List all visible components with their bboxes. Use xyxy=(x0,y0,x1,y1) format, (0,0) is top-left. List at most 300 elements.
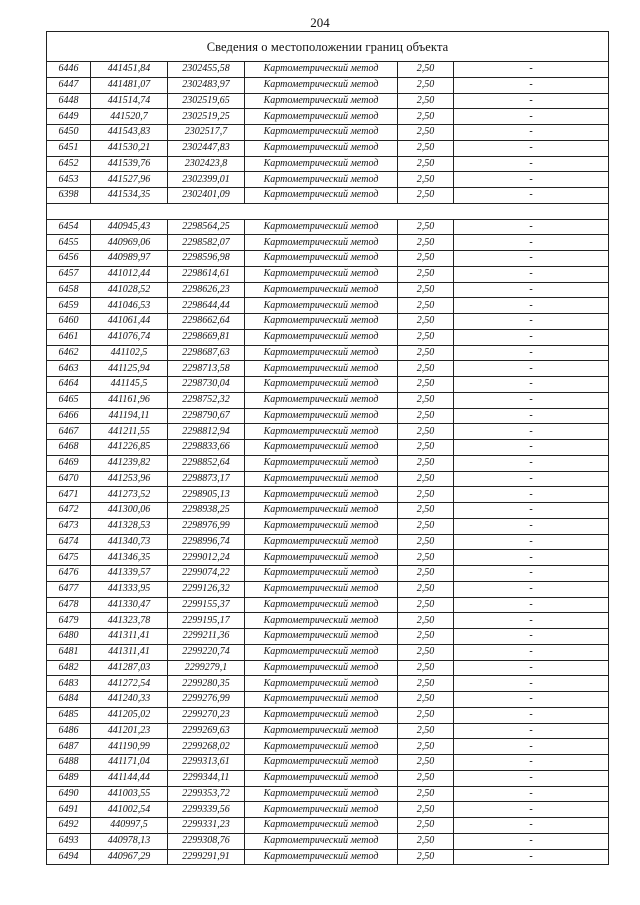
note-cell: - xyxy=(454,172,609,188)
point-id-cell: 6447 xyxy=(47,77,91,93)
x-coordinate-cell: 441161,96 xyxy=(91,392,168,408)
x-coordinate-cell: 441543,83 xyxy=(91,125,168,141)
x-coordinate-cell: 441339,57 xyxy=(91,566,168,582)
table-row xyxy=(47,77,609,93)
y-coordinate-cell: 2299270,23 xyxy=(168,707,245,723)
y-coordinate-cell: 2299211,36 xyxy=(168,629,245,645)
point-id-cell: 6446 xyxy=(47,62,91,78)
x-coordinate-cell: 441102,5 xyxy=(91,345,168,361)
point-id-cell: 6483 xyxy=(47,676,91,692)
note-cell: - xyxy=(454,629,609,645)
y-coordinate-cell: 2299074,22 xyxy=(168,566,245,582)
x-coordinate-cell: 441520,7 xyxy=(91,109,168,125)
point-id-cell: 6487 xyxy=(47,739,91,755)
x-coordinate-cell: 441046,53 xyxy=(91,298,168,314)
table-row xyxy=(47,219,609,235)
table-row xyxy=(47,377,609,393)
note-cell: - xyxy=(454,455,609,471)
point-id-cell: 6485 xyxy=(47,707,91,723)
y-coordinate-cell: 2299344,11 xyxy=(168,770,245,786)
point-id-cell: 6480 xyxy=(47,629,91,645)
method-cell: Картометрический метод xyxy=(245,644,398,660)
table-row xyxy=(47,739,609,755)
error-cell: 2,50 xyxy=(398,361,454,377)
note-cell: - xyxy=(454,62,609,78)
error-cell: 2,50 xyxy=(398,172,454,188)
error-cell: 2,50 xyxy=(398,518,454,534)
note-cell: - xyxy=(454,392,609,408)
method-cell: Картометрический метод xyxy=(245,518,398,534)
x-coordinate-cell: 441330,47 xyxy=(91,597,168,613)
error-cell: 2,50 xyxy=(398,77,454,93)
x-coordinate-cell: 441201,23 xyxy=(91,723,168,739)
y-coordinate-cell: 2298626,23 xyxy=(168,282,245,298)
error-cell: 2,50 xyxy=(398,62,454,78)
point-id-cell: 6462 xyxy=(47,345,91,361)
x-coordinate-cell: 441328,53 xyxy=(91,518,168,534)
note-cell: - xyxy=(454,408,609,424)
note-cell: - xyxy=(454,739,609,755)
error-cell: 2,50 xyxy=(398,125,454,141)
x-coordinate-cell: 441240,33 xyxy=(91,692,168,708)
y-coordinate-cell: 2298730,04 xyxy=(168,377,245,393)
error-cell: 2,50 xyxy=(398,833,454,849)
error-cell: 2,50 xyxy=(398,219,454,235)
point-id-cell: 6482 xyxy=(47,660,91,676)
method-cell: Картометрический метод xyxy=(245,534,398,550)
error-cell: 2,50 xyxy=(398,408,454,424)
method-cell: Картометрический метод xyxy=(245,802,398,818)
y-coordinate-cell: 2298596,98 xyxy=(168,251,245,267)
error-cell: 2,50 xyxy=(398,660,454,676)
method-cell: Картометрический метод xyxy=(245,755,398,771)
y-coordinate-cell: 2302447,83 xyxy=(168,140,245,156)
x-coordinate-cell: 441211,55 xyxy=(91,424,168,440)
x-coordinate-cell: 441311,41 xyxy=(91,644,168,660)
method-cell: Картометрический метод xyxy=(245,345,398,361)
method-cell: Картометрический метод xyxy=(245,503,398,519)
y-coordinate-cell: 2298713,58 xyxy=(168,361,245,377)
point-id-cell: 6451 xyxy=(47,140,91,156)
table-row xyxy=(47,408,609,424)
error-cell: 2,50 xyxy=(398,266,454,282)
x-coordinate-cell: 441012,44 xyxy=(91,266,168,282)
y-coordinate-cell: 2299339,56 xyxy=(168,802,245,818)
point-id-cell: 6456 xyxy=(47,251,91,267)
y-coordinate-cell: 2298669,81 xyxy=(168,329,245,345)
y-coordinate-cell: 2302483,97 xyxy=(168,77,245,93)
page-number: 204 xyxy=(310,15,330,30)
note-cell: - xyxy=(454,188,609,204)
y-coordinate-cell: 2298687,63 xyxy=(168,345,245,361)
x-coordinate-cell: 441514,74 xyxy=(91,93,168,109)
table-row xyxy=(47,329,609,345)
method-cell: Картометрический метод xyxy=(245,77,398,93)
note-cell: - xyxy=(454,723,609,739)
x-coordinate-cell: 441333,95 xyxy=(91,581,168,597)
note-cell: - xyxy=(454,125,609,141)
y-coordinate-cell: 2299269,63 xyxy=(168,723,245,739)
y-coordinate-cell: 2299308,76 xyxy=(168,833,245,849)
method-cell: Картометрический метод xyxy=(245,298,398,314)
point-id-cell: 6476 xyxy=(47,566,91,582)
method-cell: Картометрический метод xyxy=(245,723,398,739)
note-cell: - xyxy=(454,534,609,550)
point-id-cell: 6475 xyxy=(47,550,91,566)
point-id-cell: 6450 xyxy=(47,125,91,141)
table-row xyxy=(47,755,609,771)
note-cell: - xyxy=(454,377,609,393)
error-cell: 2,50 xyxy=(398,392,454,408)
method-cell: Картометрический метод xyxy=(245,251,398,267)
table-row xyxy=(47,440,609,456)
error-cell: 2,50 xyxy=(398,534,454,550)
table-row xyxy=(47,188,609,204)
method-cell: Картометрический метод xyxy=(245,266,398,282)
y-coordinate-cell: 2299155,37 xyxy=(168,597,245,613)
y-coordinate-cell: 2302519,65 xyxy=(168,93,245,109)
point-id-cell: 6459 xyxy=(47,298,91,314)
error-cell: 2,50 xyxy=(398,723,454,739)
error-cell: 2,50 xyxy=(398,802,454,818)
point-id-cell: 6488 xyxy=(47,755,91,771)
error-cell: 2,50 xyxy=(398,676,454,692)
x-coordinate-cell: 441205,02 xyxy=(91,707,168,723)
y-coordinate-cell: 2298812,94 xyxy=(168,424,245,440)
point-id-cell: 6470 xyxy=(47,471,91,487)
x-coordinate-cell: 441272,54 xyxy=(91,676,168,692)
table-row xyxy=(47,518,609,534)
point-id-cell: 6454 xyxy=(47,219,91,235)
error-cell: 2,50 xyxy=(398,251,454,267)
x-coordinate-cell: 441003,55 xyxy=(91,786,168,802)
point-id-cell: 6479 xyxy=(47,613,91,629)
method-cell: Картометрический метод xyxy=(245,125,398,141)
method-cell: Картометрический метод xyxy=(245,786,398,802)
x-coordinate-cell: 441273,52 xyxy=(91,487,168,503)
note-cell: - xyxy=(454,235,609,251)
point-id-cell: 6474 xyxy=(47,534,91,550)
method-cell: Картометрический метод xyxy=(245,408,398,424)
error-cell: 2,50 xyxy=(398,440,454,456)
error-cell: 2,50 xyxy=(398,644,454,660)
method-cell: Картометрический метод xyxy=(245,314,398,330)
error-cell: 2,50 xyxy=(398,424,454,440)
point-id-cell: 6469 xyxy=(47,455,91,471)
point-id-cell: 6448 xyxy=(47,93,91,109)
x-coordinate-cell: 441171,04 xyxy=(91,755,168,771)
y-coordinate-cell: 2302517,7 xyxy=(168,125,245,141)
note-cell: - xyxy=(454,314,609,330)
table-row xyxy=(47,802,609,818)
table-row xyxy=(47,818,609,834)
x-coordinate-cell: 440989,97 xyxy=(91,251,168,267)
y-coordinate-cell: 2298905,13 xyxy=(168,487,245,503)
y-coordinate-cell: 2299126,32 xyxy=(168,581,245,597)
error-cell: 2,50 xyxy=(398,188,454,204)
table-row xyxy=(47,125,609,141)
y-coordinate-cell: 2299268,02 xyxy=(168,739,245,755)
point-id-cell: 6477 xyxy=(47,581,91,597)
x-coordinate-cell: 441226,85 xyxy=(91,440,168,456)
x-coordinate-cell: 441239,82 xyxy=(91,455,168,471)
table-row xyxy=(47,629,609,645)
x-coordinate-cell: 441194,11 xyxy=(91,408,168,424)
y-coordinate-cell: 2298790,67 xyxy=(168,408,245,424)
error-cell: 2,50 xyxy=(398,298,454,314)
error-cell: 2,50 xyxy=(398,849,454,865)
method-cell: Картометрический метод xyxy=(245,140,398,156)
error-cell: 2,50 xyxy=(398,770,454,786)
x-coordinate-cell: 440945,43 xyxy=(91,219,168,235)
error-cell: 2,50 xyxy=(398,739,454,755)
method-cell: Картометрический метод xyxy=(245,282,398,298)
table-row xyxy=(47,770,609,786)
error-cell: 2,50 xyxy=(398,597,454,613)
table-row xyxy=(47,282,609,298)
point-id-cell: 6493 xyxy=(47,833,91,849)
note-cell: - xyxy=(454,156,609,172)
method-cell: Картометрический метод xyxy=(245,676,398,692)
table-row xyxy=(47,266,609,282)
note-cell: - xyxy=(454,424,609,440)
note-cell: - xyxy=(454,487,609,503)
y-coordinate-cell: 2298938,25 xyxy=(168,503,245,519)
y-coordinate-cell: 2302401,09 xyxy=(168,188,245,204)
x-coordinate-cell: 441076,74 xyxy=(91,329,168,345)
method-cell: Картометрический метод xyxy=(245,597,398,613)
y-coordinate-cell: 2298614,61 xyxy=(168,266,245,282)
method-cell: Картометрический метод xyxy=(245,660,398,676)
table-row xyxy=(47,723,609,739)
table-row xyxy=(47,93,609,109)
note-cell: - xyxy=(454,266,609,282)
x-coordinate-cell: 440997,5 xyxy=(91,818,168,834)
table-row xyxy=(47,424,609,440)
y-coordinate-cell: 2299313,61 xyxy=(168,755,245,771)
method-cell: Картометрический метод xyxy=(245,93,398,109)
y-coordinate-cell: 2298582,07 xyxy=(168,235,245,251)
x-coordinate-cell: 441527,96 xyxy=(91,172,168,188)
error-cell: 2,50 xyxy=(398,109,454,125)
note-cell: - xyxy=(454,707,609,723)
method-cell: Картометрический метод xyxy=(245,377,398,393)
table-row xyxy=(47,676,609,692)
method-cell: Картометрический метод xyxy=(245,219,398,235)
method-cell: Картометрический метод xyxy=(245,172,398,188)
table-row xyxy=(47,581,609,597)
table-row xyxy=(47,534,609,550)
note-cell: - xyxy=(454,140,609,156)
y-coordinate-cell: 2299220,74 xyxy=(168,644,245,660)
error-cell: 2,50 xyxy=(398,377,454,393)
point-id-cell: 6481 xyxy=(47,644,91,660)
method-cell: Картометрический метод xyxy=(245,629,398,645)
point-id-cell: 6492 xyxy=(47,818,91,834)
table-row xyxy=(47,156,609,172)
y-coordinate-cell: 2299279,1 xyxy=(168,660,245,676)
method-cell: Картометрический метод xyxy=(245,849,398,865)
point-id-cell: 6471 xyxy=(47,487,91,503)
note-cell: - xyxy=(454,770,609,786)
error-cell: 2,50 xyxy=(398,786,454,802)
y-coordinate-cell: 2298833,66 xyxy=(168,440,245,456)
point-id-cell: 6486 xyxy=(47,723,91,739)
table-row xyxy=(47,109,609,125)
table-row xyxy=(47,251,609,267)
note-cell: - xyxy=(454,644,609,660)
error-cell: 2,50 xyxy=(398,471,454,487)
note-cell: - xyxy=(454,298,609,314)
point-id-cell: 6490 xyxy=(47,786,91,802)
point-id-cell: 6449 xyxy=(47,109,91,125)
table-row xyxy=(47,566,609,582)
x-coordinate-cell: 441534,35 xyxy=(91,188,168,204)
method-cell: Картометрический метод xyxy=(245,424,398,440)
x-coordinate-cell: 440969,06 xyxy=(91,235,168,251)
method-cell: Картометрический метод xyxy=(245,707,398,723)
note-cell: - xyxy=(454,692,609,708)
note-cell: - xyxy=(454,77,609,93)
x-coordinate-cell: 441530,21 xyxy=(91,140,168,156)
table-row xyxy=(47,597,609,613)
table-row xyxy=(47,833,609,849)
table-row xyxy=(47,503,609,519)
table-row xyxy=(47,487,609,503)
note-cell: - xyxy=(454,93,609,109)
method-cell: Картометрический метод xyxy=(245,818,398,834)
error-cell: 2,50 xyxy=(398,629,454,645)
note-cell: - xyxy=(454,581,609,597)
note-cell: - xyxy=(454,471,609,487)
note-cell: - xyxy=(454,345,609,361)
x-coordinate-cell: 441145,5 xyxy=(91,377,168,393)
empty-separator-cell xyxy=(47,203,609,219)
note-cell: - xyxy=(454,597,609,613)
error-cell: 2,50 xyxy=(398,503,454,519)
note-cell: - xyxy=(454,660,609,676)
note-cell: - xyxy=(454,833,609,849)
point-id-cell: 6473 xyxy=(47,518,91,534)
note-cell: - xyxy=(454,802,609,818)
y-coordinate-cell: 2299276,99 xyxy=(168,692,245,708)
x-coordinate-cell: 440978,13 xyxy=(91,833,168,849)
method-cell: Картометрический метод xyxy=(245,455,398,471)
x-coordinate-cell: 441311,41 xyxy=(91,629,168,645)
group-separator-row xyxy=(47,203,609,219)
y-coordinate-cell: 2298644,44 xyxy=(168,298,245,314)
x-coordinate-cell: 441346,35 xyxy=(91,550,168,566)
point-id-cell: 6466 xyxy=(47,408,91,424)
method-cell: Картометрический метод xyxy=(245,361,398,377)
method-cell: Картометрический метод xyxy=(245,62,398,78)
table-row xyxy=(47,345,609,361)
table-row xyxy=(47,613,609,629)
y-coordinate-cell: 2298996,74 xyxy=(168,534,245,550)
table-title-row xyxy=(47,32,609,62)
y-coordinate-cell: 2302455,58 xyxy=(168,62,245,78)
x-coordinate-cell: 441144,44 xyxy=(91,770,168,786)
point-id-cell: 6494 xyxy=(47,849,91,865)
error-cell: 2,50 xyxy=(398,282,454,298)
x-coordinate-cell: 441300,06 xyxy=(91,503,168,519)
note-cell: - xyxy=(454,518,609,534)
point-id-cell: 6398 xyxy=(47,188,91,204)
table-row xyxy=(47,660,609,676)
table-row xyxy=(47,707,609,723)
error-cell: 2,50 xyxy=(398,235,454,251)
error-cell: 2,50 xyxy=(398,818,454,834)
x-coordinate-cell: 441002,54 xyxy=(91,802,168,818)
note-cell: - xyxy=(454,503,609,519)
note-cell: - xyxy=(454,440,609,456)
note-cell: - xyxy=(454,282,609,298)
note-cell: - xyxy=(454,550,609,566)
table-row xyxy=(47,849,609,865)
method-cell: Картометрический метод xyxy=(245,550,398,566)
x-coordinate-cell: 441028,52 xyxy=(91,282,168,298)
note-cell: - xyxy=(454,849,609,865)
method-cell: Картометрический метод xyxy=(245,156,398,172)
point-id-cell: 6467 xyxy=(47,424,91,440)
x-coordinate-cell: 441323,78 xyxy=(91,613,168,629)
note-cell: - xyxy=(454,566,609,582)
table-row xyxy=(47,392,609,408)
point-id-cell: 6464 xyxy=(47,377,91,393)
x-coordinate-cell: 441481,07 xyxy=(91,77,168,93)
y-coordinate-cell: 2299195,17 xyxy=(168,613,245,629)
method-cell: Картометрический метод xyxy=(245,440,398,456)
point-id-cell: 6489 xyxy=(47,770,91,786)
y-coordinate-cell: 2302399,01 xyxy=(168,172,245,188)
note-cell: - xyxy=(454,219,609,235)
error-cell: 2,50 xyxy=(398,329,454,345)
error-cell: 2,50 xyxy=(398,314,454,330)
table-row xyxy=(47,314,609,330)
error-cell: 2,50 xyxy=(398,345,454,361)
note-cell: - xyxy=(454,251,609,267)
table-row xyxy=(47,235,609,251)
note-cell: - xyxy=(454,613,609,629)
y-coordinate-cell: 2298564,25 xyxy=(168,219,245,235)
point-id-cell: 6460 xyxy=(47,314,91,330)
point-id-cell: 6458 xyxy=(47,282,91,298)
method-cell: Картометрический метод xyxy=(245,471,398,487)
table-row xyxy=(47,644,609,660)
note-cell: - xyxy=(454,361,609,377)
error-cell: 2,50 xyxy=(398,613,454,629)
table-row xyxy=(47,692,609,708)
method-cell: Картометрический метод xyxy=(245,329,398,345)
point-id-cell: 6491 xyxy=(47,802,91,818)
table-row xyxy=(47,786,609,802)
method-cell: Картометрический метод xyxy=(245,235,398,251)
x-coordinate-cell: 441451,84 xyxy=(91,62,168,78)
point-id-cell: 6455 xyxy=(47,235,91,251)
point-id-cell: 6484 xyxy=(47,692,91,708)
error-cell: 2,50 xyxy=(398,156,454,172)
table-row xyxy=(47,172,609,188)
y-coordinate-cell: 2298976,99 xyxy=(168,518,245,534)
note-cell: - xyxy=(454,109,609,125)
error-cell: 2,50 xyxy=(398,692,454,708)
method-cell: Картометрический метод xyxy=(245,739,398,755)
error-cell: 2,50 xyxy=(398,140,454,156)
y-coordinate-cell: 2298852,64 xyxy=(168,455,245,471)
x-coordinate-cell: 441190,99 xyxy=(91,739,168,755)
point-id-cell: 6461 xyxy=(47,329,91,345)
point-id-cell: 6463 xyxy=(47,361,91,377)
